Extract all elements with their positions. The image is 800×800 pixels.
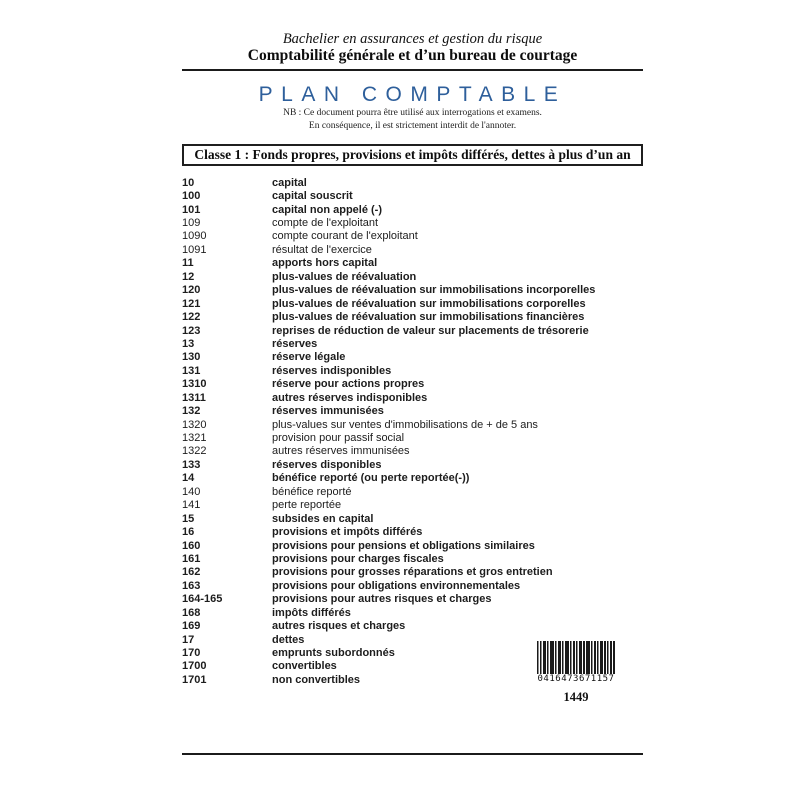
account-label: plus-values de réévaluation [272, 270, 417, 283]
account-row [182, 619, 652, 632]
account-code: 12 [182, 270, 195, 283]
account-code: 122 [182, 311, 201, 324]
account-row [182, 310, 652, 323]
account-label: provisions pour obligations environnementales [272, 579, 521, 592]
account-label: réserve pour actions propres [272, 378, 425, 391]
barcode-block [537, 641, 615, 705]
account-label: apports hors capital [272, 257, 378, 270]
account-row [182, 525, 652, 538]
account-label: réserves immunisées [272, 405, 384, 418]
account-row [182, 606, 652, 619]
account-row [182, 257, 652, 270]
account-row [182, 337, 652, 350]
account-row [182, 189, 652, 202]
accounts-list [182, 176, 652, 687]
account-label: subsides en capital [272, 512, 374, 525]
account-code: 163 [182, 579, 201, 592]
account-code: 121 [182, 297, 201, 310]
account-row [182, 512, 652, 525]
account-code: 1091 [182, 243, 207, 256]
account-row [182, 539, 652, 552]
account-code: 15 [182, 512, 195, 525]
account-label: provisions pour autres risques et charges [272, 593, 492, 606]
account-code: 162 [182, 566, 201, 579]
account-label: perte reportée [272, 499, 342, 512]
account-label: provisions pour charges fiscales [272, 552, 444, 565]
account-row [182, 485, 652, 498]
account-row [182, 445, 652, 458]
account-row [182, 378, 652, 391]
barcode-number: 0416473671157 [537, 674, 615, 684]
account-label: réserves disponibles [272, 458, 382, 471]
account-code: 120 [182, 284, 201, 297]
account-code: 17 [182, 633, 195, 646]
account-label: plus-values sur ventes d'immobilisations de + de 5 ans [272, 418, 538, 431]
account-code: 133 [182, 458, 201, 471]
account-label: capital non appelé (-) [272, 203, 383, 216]
account-row [182, 216, 652, 229]
account-label: provisions et impôts différés [272, 526, 423, 539]
account-label: réserves [272, 337, 318, 350]
account-code: 1322 [182, 445, 207, 458]
account-label: plus-values de réévaluation sur immobilisations corporelles [272, 297, 586, 310]
account-row [182, 499, 652, 512]
account-row [182, 472, 652, 485]
account-row [182, 431, 652, 444]
section-heading-box [182, 144, 643, 166]
account-label: provisions pour grosses réparations et gros entretien [272, 566, 553, 579]
account-code: 100 [182, 190, 201, 203]
account-label: réserves indisponibles [272, 364, 392, 377]
account-row [182, 176, 652, 189]
account-row [182, 324, 652, 337]
account-label: compte de l'exploitant [272, 217, 379, 230]
account-label: plus-values de réévaluation sur immobilisations financières [272, 311, 585, 324]
document-title: PLAN COMPTABLE [258, 83, 567, 106]
account-code: 170 [182, 647, 201, 660]
account-row [182, 284, 652, 297]
account-row [182, 552, 652, 565]
account-row [182, 458, 652, 471]
course-title: Comptabilité générale et d’un bureau de courtage [247, 47, 578, 64]
account-code: 14 [182, 472, 195, 485]
account-label: non convertibles [272, 673, 361, 686]
account-code: 1321 [182, 432, 207, 445]
account-code: 168 [182, 606, 201, 619]
account-code: 11 [182, 257, 194, 270]
header-rule [182, 69, 643, 71]
account-row [182, 203, 652, 216]
account-code: 101 [182, 203, 201, 216]
account-label: bénéfice reporté [272, 485, 352, 498]
account-label: bénéfice reporté (ou perte reportée(-)) [272, 472, 470, 485]
account-label: provisions pour pensions et obligations similaires [272, 539, 535, 552]
account-code: 140 [182, 485, 201, 498]
account-code: 109 [182, 217, 201, 230]
account-row [182, 593, 652, 606]
account-code: 164-165 [182, 593, 223, 606]
account-code: 1310 [182, 378, 207, 391]
account-label: impôts différés [272, 606, 351, 619]
account-code: 1320 [182, 418, 207, 431]
note-line-2: En conséquence, il est strictement interdit de l'annoter. [308, 120, 517, 131]
account-label: convertibles [272, 660, 337, 673]
account-label: dettes [272, 633, 305, 646]
footer-rule [182, 753, 643, 755]
account-code: 1311 [182, 391, 206, 404]
account-code: 161 [182, 552, 201, 565]
account-row [182, 270, 652, 283]
account-row [182, 351, 652, 364]
account-label: capital [272, 176, 307, 189]
account-row [182, 391, 652, 404]
account-label: autres réserves immunisées [272, 445, 410, 458]
account-code: 160 [182, 539, 201, 552]
account-row [182, 364, 652, 377]
account-label: réserve légale [272, 351, 346, 364]
account-label: résultat de l'exercice [272, 243, 372, 256]
account-code: 1090 [182, 230, 207, 243]
account-row [182, 418, 652, 431]
stock-number: 1449 [563, 690, 589, 704]
account-label: capital souscrit [272, 190, 353, 203]
account-code: 13 [182, 337, 195, 350]
account-row [182, 297, 652, 310]
account-label: emprunts subordonnés [272, 647, 395, 660]
account-row [182, 230, 652, 243]
account-code: 131 [182, 364, 201, 377]
account-label: plus-values de réévaluation sur immobilisations incorporelles [272, 284, 596, 297]
account-code: 1701 [182, 673, 207, 686]
account-label: reprises de réduction de valeur sur placements de trésorerie [272, 324, 589, 337]
account-row [182, 404, 652, 417]
account-code: 132 [182, 405, 201, 418]
account-code: 141 [182, 499, 201, 512]
program-title: Bachelier en assurances et gestion du risque [282, 31, 543, 47]
account-label: provision pour passif social [272, 432, 405, 445]
account-row [182, 579, 652, 592]
account-label: compte courant de l'exploitant [272, 230, 418, 243]
account-row [182, 243, 652, 256]
account-code: 169 [182, 620, 201, 633]
account-label: autres risques et charges [272, 620, 406, 633]
account-code: 10 [182, 176, 195, 189]
account-label: autres réserves indisponibles [272, 391, 428, 404]
barcode-image [537, 641, 615, 674]
note-line-1: NB : Ce document pourra être utilisé aux interrogations et examens. [283, 108, 542, 118]
account-code: 1700 [182, 660, 207, 673]
account-code: 130 [182, 351, 201, 364]
section-heading: Classe 1 : Fonds propres, provisions et impôts différés, dettes à plus d’un an [194, 147, 631, 162]
account-row [182, 566, 652, 579]
account-code: 16 [182, 526, 195, 539]
account-code: 123 [182, 324, 201, 337]
